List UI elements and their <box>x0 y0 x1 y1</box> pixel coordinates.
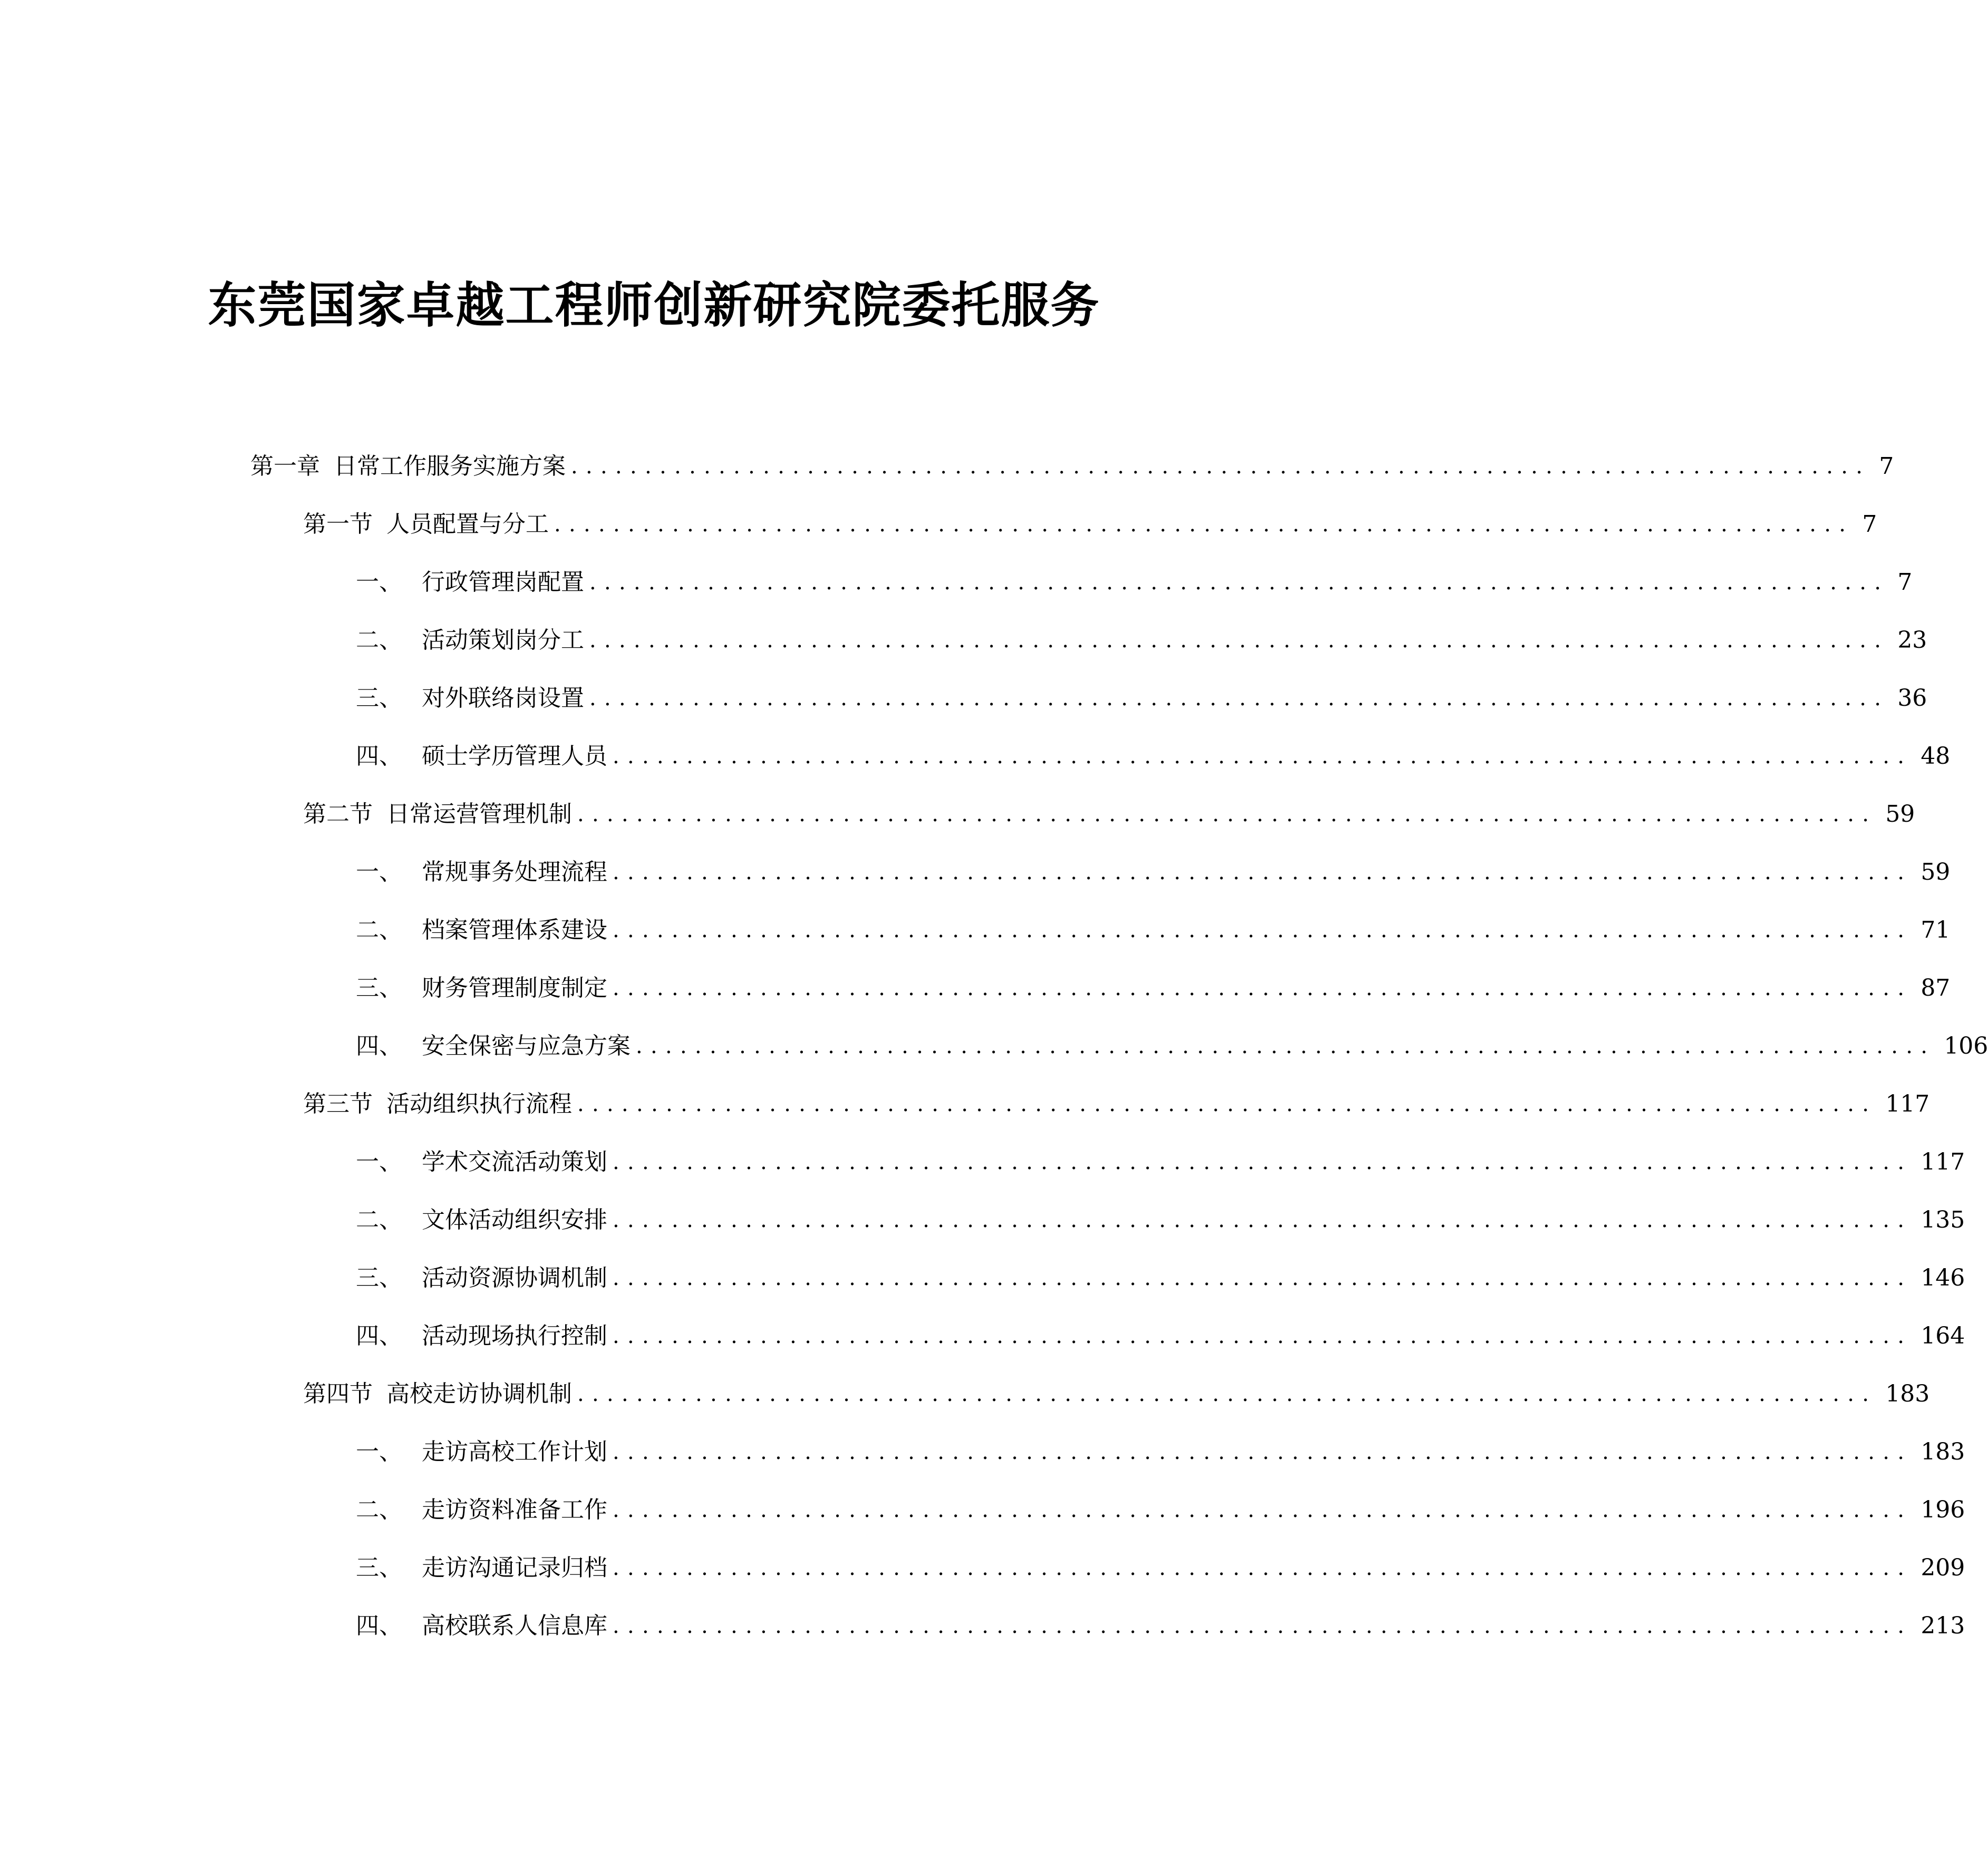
toc-entry[interactable] <box>356 1550 1965 1587</box>
toc-entry[interactable] <box>356 564 1913 601</box>
toc-entry[interactable] <box>356 854 1951 891</box>
toc-entry-number: 四、 <box>356 1033 402 1059</box>
toc-entry[interactable] <box>303 1376 1930 1413</box>
toc-entry-page: 36 <box>1897 685 1927 712</box>
toc-entry[interactable] <box>356 622 1927 659</box>
toc-entry-number: 四、 <box>356 743 402 770</box>
toc-entry-page: 7 <box>1897 569 1913 596</box>
toc-entry-title: 行政管理岗配置 <box>422 569 584 596</box>
toc-entry-page: 146 <box>1921 1264 1965 1291</box>
toc-entry-number: 三、 <box>356 1554 402 1581</box>
toc-entry-page: 183 <box>1885 1380 1930 1407</box>
toc-entry-title: 安全保密与应急方案 <box>422 1033 631 1059</box>
toc-entry-page: 59 <box>1921 859 1951 885</box>
toc-entry-number: 二、 <box>356 917 402 943</box>
toc-dot-leader: ........................................................................................ <box>589 686 1889 711</box>
toc-entry-number: 二、 <box>356 627 402 654</box>
toc-entry-title: 常规事务处理流程 <box>422 859 607 885</box>
toc-entry-number: 一、 <box>356 859 402 885</box>
toc-entry-title: 走访高校工作计划 <box>422 1438 607 1465</box>
toc-dot-leader: ........................................................................................ <box>577 1092 1877 1116</box>
toc-entry[interactable] <box>356 1318 1965 1355</box>
toc-entry-page: 183 <box>1921 1438 1965 1465</box>
toc-entry-title: 硕士学历管理人员 <box>422 743 607 770</box>
toc-dot-leader: ........................................................................................ <box>613 744 1913 768</box>
toc-entry-title: 活动现场执行控制 <box>422 1322 607 1349</box>
toc-entry-page: 117 <box>1921 1149 1965 1175</box>
toc-entry-title: 财务管理制度制定 <box>422 975 607 1001</box>
toc-entry-number: 第四节 <box>303 1380 373 1407</box>
toc-entry-number: 第一节 <box>303 511 373 538</box>
toc-entry[interactable] <box>303 506 1877 543</box>
toc-entry[interactable] <box>303 796 1915 833</box>
toc-dot-leader: ........................................................................................ <box>613 1614 1913 1638</box>
toc-entry-page: 87 <box>1921 975 1951 1001</box>
toc-entry-title: 日常工作服务实施方案 <box>334 453 566 480</box>
toc-entry[interactable] <box>250 448 1894 485</box>
toc-entry[interactable] <box>356 970 1951 1007</box>
toc-entry-number: 第三节 <box>303 1091 373 1117</box>
toc-entry-number: 二、 <box>356 1206 402 1233</box>
toc-dot-leader: ........................................................................................ <box>613 860 1913 884</box>
toc-entry-number: 第二节 <box>303 801 373 828</box>
toc-entry-title: 活动策划岗分工 <box>422 627 584 654</box>
toc-entry-number: 三、 <box>356 975 402 1001</box>
toc-entry[interactable] <box>356 1492 1965 1529</box>
toc-entry-title: 文体活动组织安排 <box>422 1206 607 1233</box>
toc-entry-page: 196 <box>1921 1496 1965 1523</box>
toc-entry-page: 59 <box>1885 801 1915 828</box>
toc-entry[interactable] <box>303 1086 1930 1123</box>
toc-entry-number: 三、 <box>356 685 402 712</box>
toc-dot-leader: ........................................................................................ <box>613 1208 1913 1232</box>
toc-entry[interactable] <box>356 680 1927 717</box>
toc-dot-leader: ........................................................................................ <box>589 570 1889 595</box>
toc-entry-title: 走访沟通记录归档 <box>422 1554 607 1581</box>
toc-dot-leader: ........................................................................................ <box>613 1150 1913 1174</box>
toc-entry-title: 档案管理体系建设 <box>422 917 607 943</box>
toc-entry[interactable] <box>356 1028 1988 1065</box>
toc-dot-leader: ........................................................................................ <box>613 1498 1913 1522</box>
toc-entry-number: 三、 <box>356 1264 402 1291</box>
toc-entry-page: 23 <box>1897 627 1927 654</box>
toc-entry-title: 高校走访协调机制 <box>386 1380 572 1407</box>
toc-dot-leader: ........................................................................................ <box>613 918 1913 942</box>
toc-entry-number: 一、 <box>356 1149 402 1175</box>
toc-dot-leader: ........................................................................................ <box>613 976 1913 1000</box>
toc-entry-page: 164 <box>1921 1322 1965 1349</box>
toc-entry-page: 71 <box>1921 917 1951 943</box>
toc-entry-page: 209 <box>1921 1554 1965 1581</box>
toc-entry[interactable] <box>356 1144 1965 1181</box>
toc-dot-leader: ........................................................................................ <box>589 628 1889 653</box>
toc-entry-page: 48 <box>1921 743 1951 770</box>
toc-entry-title: 人员配置与分工 <box>386 511 549 538</box>
toc-entry-page: 7 <box>1862 511 1877 538</box>
toc-dot-leader: ........................................................................................ <box>554 512 1854 537</box>
toc-entry-page: 106 <box>1944 1033 1988 1059</box>
toc-dot-leader: ........................................................................................ <box>636 1034 1936 1058</box>
toc-dot-leader: ........................................................................................ <box>577 802 1877 826</box>
toc-entry-number: 四、 <box>356 1612 402 1639</box>
toc-entry-page: 213 <box>1921 1612 1965 1639</box>
toc-entry[interactable] <box>356 738 1951 775</box>
toc-entry-title: 走访资料准备工作 <box>422 1496 607 1523</box>
toc-entry[interactable] <box>356 1608 1965 1644</box>
document-title: 东莞国家卓越工程师创新研究院委托服务 <box>208 277 1100 334</box>
toc-entry[interactable] <box>356 912 1951 949</box>
toc-dot-leader: ........................................................................................ <box>577 1382 1877 1406</box>
toc-dot-leader: ........................................................................................ <box>571 454 1871 479</box>
toc-entry-number: 四、 <box>356 1322 402 1349</box>
toc-entry-number: 第一章 <box>250 453 320 480</box>
toc-entry-page: 135 <box>1921 1206 1965 1233</box>
toc-dot-leader: ........................................................................................ <box>613 1266 1913 1290</box>
toc-entry-page: 117 <box>1885 1091 1930 1117</box>
toc-entry-number: 一、 <box>356 1438 402 1465</box>
toc-entry-title: 高校联系人信息库 <box>422 1612 607 1639</box>
toc-entry-title: 对外联络岗设置 <box>422 685 584 712</box>
toc-entry[interactable] <box>356 1260 1965 1297</box>
toc-entry-number: 二、 <box>356 1496 402 1523</box>
toc-entry-title: 活动资源协调机制 <box>422 1264 607 1291</box>
toc-entry-number: 一、 <box>356 569 402 596</box>
toc-entry-page: 7 <box>1879 453 1894 480</box>
toc-entry-title: 学术交流活动策划 <box>422 1149 607 1175</box>
toc-entry-title: 日常运营管理机制 <box>386 801 572 828</box>
toc-entry[interactable] <box>356 1434 1965 1471</box>
toc-entry-title: 活动组织执行流程 <box>386 1091 572 1117</box>
toc-entry[interactable] <box>356 1202 1965 1239</box>
toc-dot-leader: ........................................................................................ <box>613 1440 1913 1464</box>
toc-dot-leader: ........................................................................................ <box>613 1324 1913 1348</box>
toc-dot-leader: ........................................................................................ <box>613 1556 1913 1580</box>
